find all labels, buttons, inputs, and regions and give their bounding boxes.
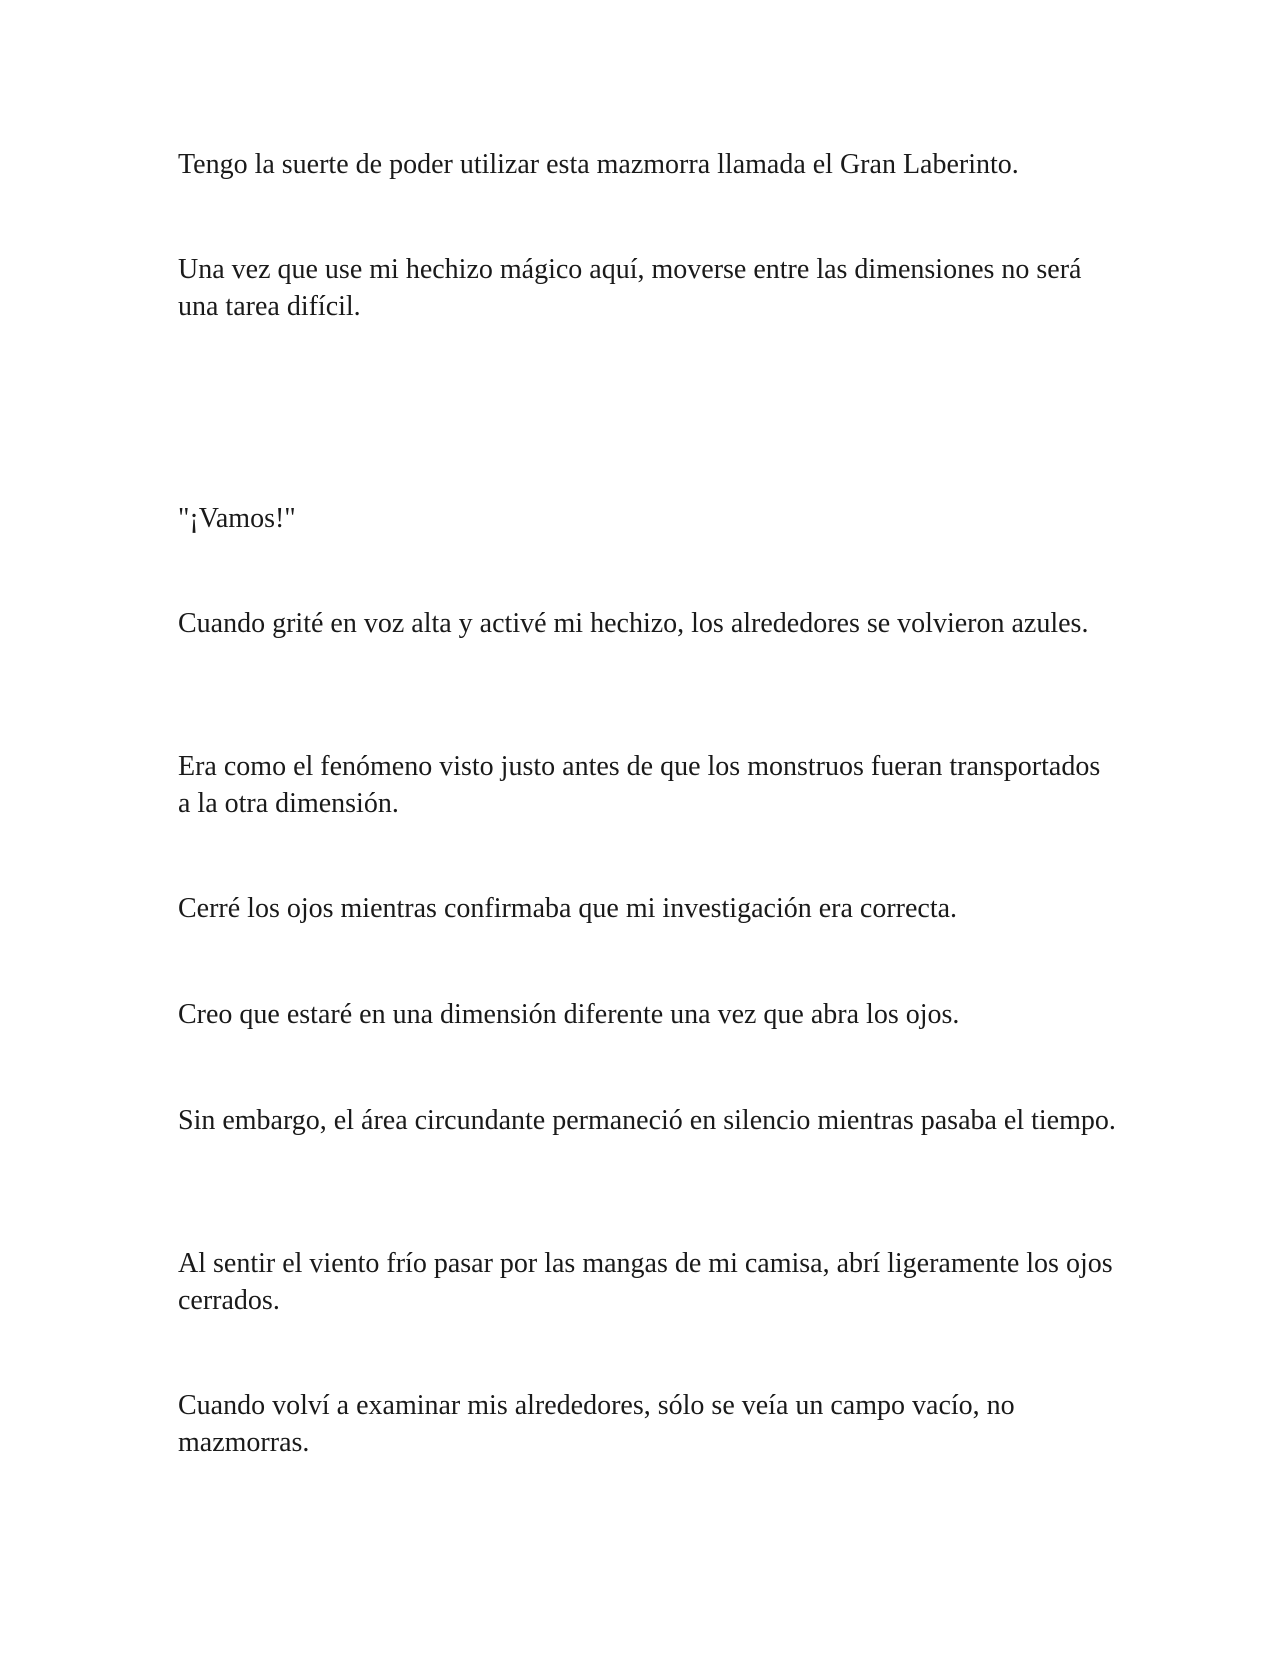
paragraph: Cuando volví a examinar mis alrededores, sólo se veía un campo vacío, no mazmorras. bbox=[178, 1390, 1015, 1458]
paragraph: Creo que estaré en una dimensión diferente una vez que abra los ojos. bbox=[178, 999, 960, 1030]
paragraph: Una vez que use mi hechizo mágico aquí, moverse entre las dimensiones no será una tarea difícil. bbox=[178, 254, 1082, 322]
paragraph: Era como el fenómeno visto justo antes de que los monstruos fueran transportados a la otra dimensión. bbox=[178, 751, 1101, 819]
paragraph: Tengo la suerte de poder utilizar esta mazmorra llamada el Gran Laberinto. bbox=[178, 149, 1019, 180]
paragraph: "¡Vamos!" bbox=[178, 503, 296, 534]
paragraph: Al sentir el viento frío pasar por las mangas de mi camisa, abrí ligeramente los ojos cerrados. bbox=[178, 1248, 1113, 1316]
paragraph: Cuando grité en voz alta y activé mi hechizo, los alrededores se volvieron azules. bbox=[178, 608, 1089, 639]
paragraph: Sin embargo, el área circundante permaneció en silencio mientras pasaba el tiempo. bbox=[178, 1105, 1116, 1136]
paragraph: Cerré los ojos mientras confirmaba que mi investigación era correcta. bbox=[178, 893, 958, 924]
